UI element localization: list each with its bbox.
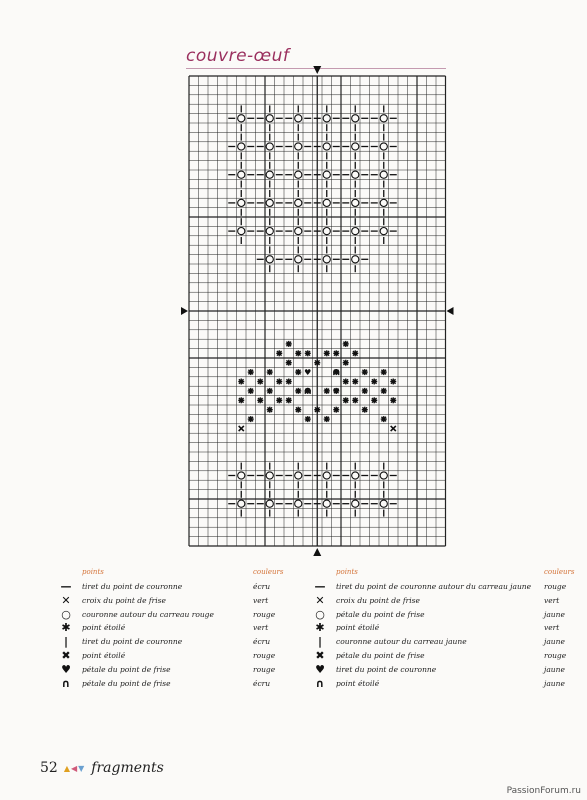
vertical-dash-icon: | bbox=[63, 635, 69, 649]
circle-icon bbox=[266, 228, 273, 235]
legend-color: jaune bbox=[544, 609, 565, 619]
bold-star-icon: ✖ bbox=[61, 649, 71, 662]
star-icon bbox=[305, 350, 311, 356]
star-icon bbox=[238, 379, 244, 385]
circle-icon bbox=[295, 171, 302, 178]
legend-row bbox=[314, 662, 584, 679]
legend-color: écru bbox=[253, 582, 271, 591]
legend-row bbox=[60, 637, 310, 651]
legend-color: rouge bbox=[253, 664, 276, 674]
circle-icon bbox=[238, 171, 245, 178]
dash-icon: — bbox=[314, 580, 326, 593]
legend-row bbox=[60, 607, 310, 624]
circle-icon bbox=[266, 115, 273, 122]
legend-color: vert bbox=[544, 595, 560, 605]
legend-row bbox=[60, 676, 310, 693]
legend-label: pétale du point de frise bbox=[336, 609, 425, 619]
legend-header-couleurs: couleurs bbox=[253, 568, 284, 576]
star-icon bbox=[295, 350, 301, 356]
legend-color: rouge bbox=[253, 609, 276, 619]
star-icon bbox=[362, 369, 368, 375]
circle-icon bbox=[266, 256, 273, 263]
circle-icon bbox=[295, 256, 302, 263]
circle-icon bbox=[352, 143, 359, 150]
circle-icon bbox=[266, 171, 273, 178]
circle-icon bbox=[380, 472, 387, 479]
star-icon bbox=[257, 379, 263, 385]
star-icon bbox=[343, 397, 349, 403]
star-icon bbox=[295, 369, 301, 375]
star-icon bbox=[352, 379, 358, 385]
legend-label: pétale du point de frise bbox=[336, 651, 425, 660]
arrow-left-icon bbox=[447, 307, 454, 315]
triangle-decoration-icon: ▲◀▼ bbox=[63, 763, 86, 773]
star-icon bbox=[295, 388, 301, 394]
arrow-down-icon bbox=[313, 66, 321, 74]
star-icon bbox=[276, 379, 282, 385]
circle-icon bbox=[352, 228, 359, 235]
legend-row bbox=[314, 582, 584, 596]
legend-row bbox=[314, 651, 584, 665]
heart-icon: ♥ bbox=[61, 662, 71, 676]
dash-icon: — bbox=[60, 580, 72, 593]
star-icon bbox=[286, 360, 292, 366]
circle-icon bbox=[352, 115, 359, 122]
star-icon bbox=[238, 397, 244, 403]
page-number: 52 bbox=[40, 760, 58, 776]
star-icon bbox=[371, 379, 377, 385]
star-icon bbox=[324, 388, 330, 394]
page-footer bbox=[40, 760, 164, 776]
heart-icon: ♥ bbox=[315, 662, 325, 676]
circle-icon bbox=[323, 143, 330, 150]
heart-icon: ♥ bbox=[304, 368, 312, 378]
circle-icon bbox=[380, 228, 387, 235]
circle-icon bbox=[295, 228, 302, 235]
section-name: fragments bbox=[91, 760, 164, 776]
star-icon bbox=[276, 397, 282, 403]
circle-icon: ○ bbox=[315, 607, 325, 621]
star-icon: ✱ bbox=[61, 621, 71, 635]
legend-label: couronne autour du carreau jaune bbox=[336, 637, 467, 647]
legend-color: rouge bbox=[544, 582, 567, 591]
star-icon bbox=[267, 388, 273, 394]
legend-label: croix du point de frise bbox=[336, 595, 420, 605]
legend-label: couronne autour du carreau rouge bbox=[82, 609, 214, 619]
watermark: PassionForum.ru bbox=[506, 786, 581, 796]
legend-row bbox=[60, 623, 310, 637]
star-icon bbox=[257, 397, 263, 403]
star-icon bbox=[381, 369, 387, 375]
circle-icon bbox=[380, 500, 387, 507]
star-icon bbox=[295, 407, 301, 413]
circle-icon bbox=[323, 500, 330, 507]
circle-icon bbox=[380, 115, 387, 122]
circle-icon bbox=[352, 500, 359, 507]
cross-icon: ✕ bbox=[315, 593, 325, 607]
legend-color: vert bbox=[253, 595, 269, 605]
circle-icon bbox=[352, 171, 359, 178]
circle-icon: ○ bbox=[61, 607, 71, 621]
circle-icon bbox=[238, 143, 245, 150]
legend-header-points: points bbox=[82, 568, 104, 576]
legend-color: vert bbox=[544, 623, 560, 633]
star-icon bbox=[343, 379, 349, 385]
legend-row bbox=[314, 593, 584, 610]
circle-icon bbox=[238, 115, 245, 122]
legend-label: pétale du point de frise bbox=[82, 678, 171, 688]
star-icon bbox=[343, 341, 349, 347]
star-icon bbox=[333, 350, 339, 356]
page-title: couvre-œuf bbox=[186, 46, 290, 66]
star-icon bbox=[267, 407, 273, 413]
star-icon bbox=[352, 397, 358, 403]
arch-icon: ∩ bbox=[61, 676, 71, 690]
circle-icon bbox=[266, 472, 273, 479]
circle-icon bbox=[238, 228, 245, 235]
star-icon bbox=[286, 397, 292, 403]
star-icon bbox=[267, 369, 273, 375]
circle-icon bbox=[323, 199, 330, 206]
legend-label: point étoilé bbox=[82, 651, 126, 660]
legend-color: écru bbox=[253, 637, 271, 647]
legend-row bbox=[314, 637, 584, 651]
legend-header-points: points bbox=[336, 568, 358, 576]
star-icon bbox=[305, 416, 311, 422]
circle-icon bbox=[295, 199, 302, 206]
legend-label: pétale du point de frise bbox=[82, 664, 171, 674]
arrow-right-icon bbox=[181, 307, 188, 315]
star-icon bbox=[362, 407, 368, 413]
legend-label: tiret du point de couronne autour du carreau jaune bbox=[336, 582, 532, 591]
circle-icon bbox=[323, 256, 330, 263]
circle-icon bbox=[295, 143, 302, 150]
star-icon bbox=[314, 360, 320, 366]
heart-icon: ♥ bbox=[332, 386, 340, 396]
legend-row bbox=[60, 582, 310, 596]
circle-icon bbox=[266, 199, 273, 206]
star-icon bbox=[324, 350, 330, 356]
circle-icon bbox=[380, 171, 387, 178]
legend-color: rouge bbox=[544, 651, 567, 660]
circle-icon bbox=[380, 143, 387, 150]
star-icon bbox=[248, 388, 254, 394]
legend-row bbox=[314, 623, 584, 637]
legend-color: vert bbox=[253, 623, 269, 633]
star-icon bbox=[390, 379, 396, 385]
star-icon bbox=[286, 379, 292, 385]
star-icon bbox=[248, 416, 254, 422]
star-icon bbox=[352, 350, 358, 356]
star-icon bbox=[343, 360, 349, 366]
cross-icon: ✕ bbox=[61, 593, 71, 607]
circle-icon bbox=[323, 472, 330, 479]
circle-icon bbox=[352, 256, 359, 263]
legend-label: point étoilé bbox=[336, 623, 380, 633]
legend-color: rouge bbox=[253, 651, 276, 660]
circle-icon bbox=[295, 115, 302, 122]
circle-icon bbox=[323, 171, 330, 178]
cross-icon bbox=[391, 426, 396, 431]
star-icon bbox=[381, 416, 387, 422]
legend-color: jaune bbox=[544, 637, 565, 647]
star-icon bbox=[333, 407, 339, 413]
legend-color: écru bbox=[253, 678, 271, 688]
circle-icon bbox=[266, 143, 273, 150]
circle-icon bbox=[295, 500, 302, 507]
cross-icon bbox=[239, 426, 244, 431]
star-icon: ✱ bbox=[315, 621, 325, 635]
circle-icon bbox=[295, 472, 302, 479]
legend-label: tiret du point de couronne bbox=[82, 637, 183, 647]
star-icon bbox=[324, 416, 330, 422]
circle-icon bbox=[380, 199, 387, 206]
circle-icon bbox=[323, 228, 330, 235]
legend-color: jaune bbox=[544, 678, 565, 688]
vertical-dash-icon: | bbox=[317, 635, 323, 649]
star-icon bbox=[248, 369, 254, 375]
legend-label: tiret du point de couronne bbox=[336, 664, 437, 674]
bold-star-icon: ✖ bbox=[315, 649, 325, 662]
circle-icon bbox=[352, 199, 359, 206]
arch-icon: ∩ bbox=[315, 676, 325, 690]
legend-row bbox=[314, 607, 584, 624]
arrow-up-icon bbox=[313, 548, 321, 556]
legend-header-couleurs: couleurs bbox=[544, 568, 575, 576]
star-icon bbox=[276, 350, 282, 356]
star-icon bbox=[390, 397, 396, 403]
legend-row bbox=[60, 651, 310, 665]
star-icon bbox=[371, 397, 377, 403]
circle-icon bbox=[238, 500, 245, 507]
star-icon bbox=[381, 388, 387, 394]
circle-icon bbox=[323, 115, 330, 122]
star-icon bbox=[286, 341, 292, 347]
circle-icon bbox=[266, 500, 273, 507]
legend-row bbox=[60, 593, 310, 610]
circle-icon bbox=[352, 472, 359, 479]
legend-row bbox=[314, 676, 584, 693]
circle-icon bbox=[238, 199, 245, 206]
star-icon bbox=[362, 388, 368, 394]
legend-label: tiret du point de couronne bbox=[82, 582, 183, 591]
circle-icon bbox=[238, 472, 245, 479]
star-icon bbox=[314, 407, 320, 413]
legend-label: croix du point de frise bbox=[82, 595, 166, 605]
legend-color: jaune bbox=[544, 664, 565, 674]
legend-label: point étoilé bbox=[336, 678, 380, 688]
legend-label: point étoilé bbox=[82, 623, 126, 633]
legend-row bbox=[60, 662, 310, 679]
